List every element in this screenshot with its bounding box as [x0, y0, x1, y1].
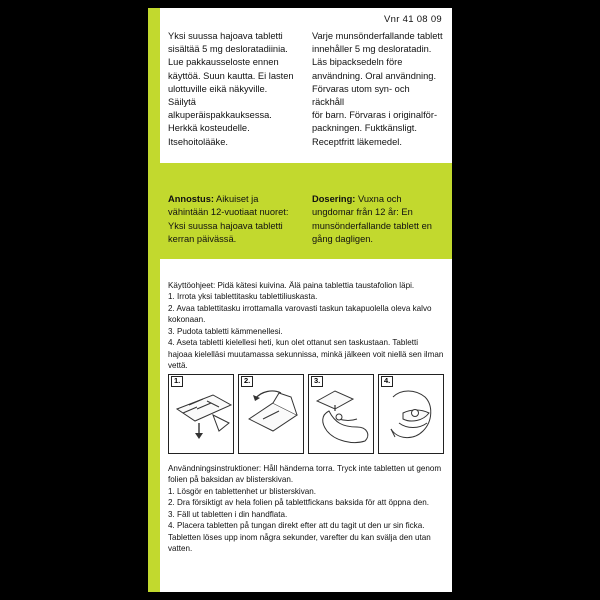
sv-info-line: Förvaras utom syn- och räckhåll: [312, 83, 410, 107]
fi-info-line: käyttöä. Suun kautta. Ei lasten: [168, 70, 294, 81]
finnish-instructions: [168, 280, 444, 372]
sv-info-line: användning. Oral användning.: [312, 70, 437, 81]
dosage-sv-text: Vuxna och ungdomar från 12 år: En munsönderfallande tablett en gång dagligen.: [312, 194, 432, 245]
dosage-finnish: [168, 193, 300, 247]
tablet-on-tongue-icon: [379, 375, 444, 453]
dosage-band: [160, 163, 452, 259]
fi-instructions-intro: Käyttöohjeet: Pidä kätesi kuivina. Älä paina tablettia taustafolion läpi.: [168, 281, 415, 290]
illustration-strip: [168, 374, 444, 454]
figure-step-1: [168, 374, 234, 454]
fi-instructions-step: 3. Pudota tabletti kämmenellesi.: [168, 326, 283, 336]
dosage-fi-label: Annostus:: [168, 194, 214, 204]
medicine-package-panel: [148, 8, 452, 592]
sv-info-line: Läs bipacksedeln före: [312, 57, 403, 68]
vnr-code: Vnr 41 08 09: [383, 14, 442, 25]
sv-instructions-step: 1. Lösgör en tablettenhet ur blisterskivan.: [168, 486, 317, 496]
left-accent-stripe: [148, 8, 160, 592]
top-info-columns: [168, 30, 444, 149]
sv-info-line: Varje munsönderfallande tablett: [312, 31, 443, 41]
package-content: [160, 8, 452, 592]
sv-info-line: innehåller 5 mg desloratadin.: [312, 44, 432, 55]
sv-instructions-step: 2. Dra försiktigt av hela folien på tablettfickans baksida för att öppna den.: [168, 498, 429, 508]
figure-number: 1.: [171, 376, 183, 387]
fi-info-line: Yksi suussa hajoava tabletti: [168, 31, 283, 41]
swedish-info-column: [312, 30, 444, 149]
tablet-to-palm-icon: [309, 375, 374, 453]
fi-instructions-step: 4. Aseta tabletti kielellesi heti, kun olet ottanut sen taskustaan. Tabletti hajoaa kielelläsi muutamassa sekunnissa, minkä jälkeen voit niellä sen ilman vettä.: [168, 338, 444, 371]
figure-step-3: [308, 374, 374, 454]
fi-instructions-step: 1. Irrota yksi tablettitasku tablettiliuskasta.: [168, 292, 318, 302]
figure-number: 3.: [311, 376, 323, 387]
sv-instructions-intro: Användningsinstruktioner: Håll händerna torra. Tryck inte tabletten ut genom folien på baksidan av blisterskivan.: [168, 464, 442, 485]
figure-step-2: [238, 374, 304, 454]
sv-instructions-step: 4. Placera tabletten på tungan direkt efter att du tagit ut den ur sin ficka. Tabletten löses upp inom några sekunder, varefter du kan svälja den utan vatten.: [168, 521, 431, 554]
fi-info-line: Herkkä kosteudelle.: [168, 123, 250, 134]
sv-info-line: Receptfritt läkemedel.: [312, 136, 402, 147]
figure-step-4: [378, 374, 444, 454]
fi-info-line: sisältää 5 mg desloratadiinia.: [168, 44, 288, 55]
sv-info-line: för barn. Förvaras i originalför-: [312, 110, 438, 121]
fi-info-line: ulottuville eikä näkyville.: [168, 83, 268, 94]
dosage-swedish: [312, 193, 444, 247]
finnish-info-column: [168, 30, 300, 149]
dosage-fi-text: Aikuiset ja vähintään 12-vuotiaat nuoret: Yksi suussa hajoava tabletti kerran päivässä.: [168, 194, 289, 245]
figure-number: 4.: [381, 376, 393, 387]
fi-info-line: Säilytä alkuperäispakkauksessa.: [168, 96, 272, 121]
fi-info-line: Itsehoitolääke.: [168, 136, 228, 147]
figure-number: 2.: [241, 376, 253, 387]
blister-separate-icon: [169, 375, 234, 453]
sv-info-line: packningen. Fuktkänsligt.: [312, 123, 417, 134]
fi-info-line: Lue pakkausseloste ennen: [168, 57, 279, 68]
swedish-instructions: [168, 463, 444, 555]
sv-instructions-step: 3. Fäll ut tabletten i din handflata.: [168, 509, 288, 519]
dosage-columns: [168, 193, 444, 247]
peel-foil-icon: [239, 375, 304, 453]
fi-instructions-step: 2. Avaa tablettitasku irrottamalla varovasti taskun takapuolella oleva kalvo kokonaan.: [168, 303, 432, 325]
dosage-sv-label: Dosering:: [312, 194, 356, 204]
